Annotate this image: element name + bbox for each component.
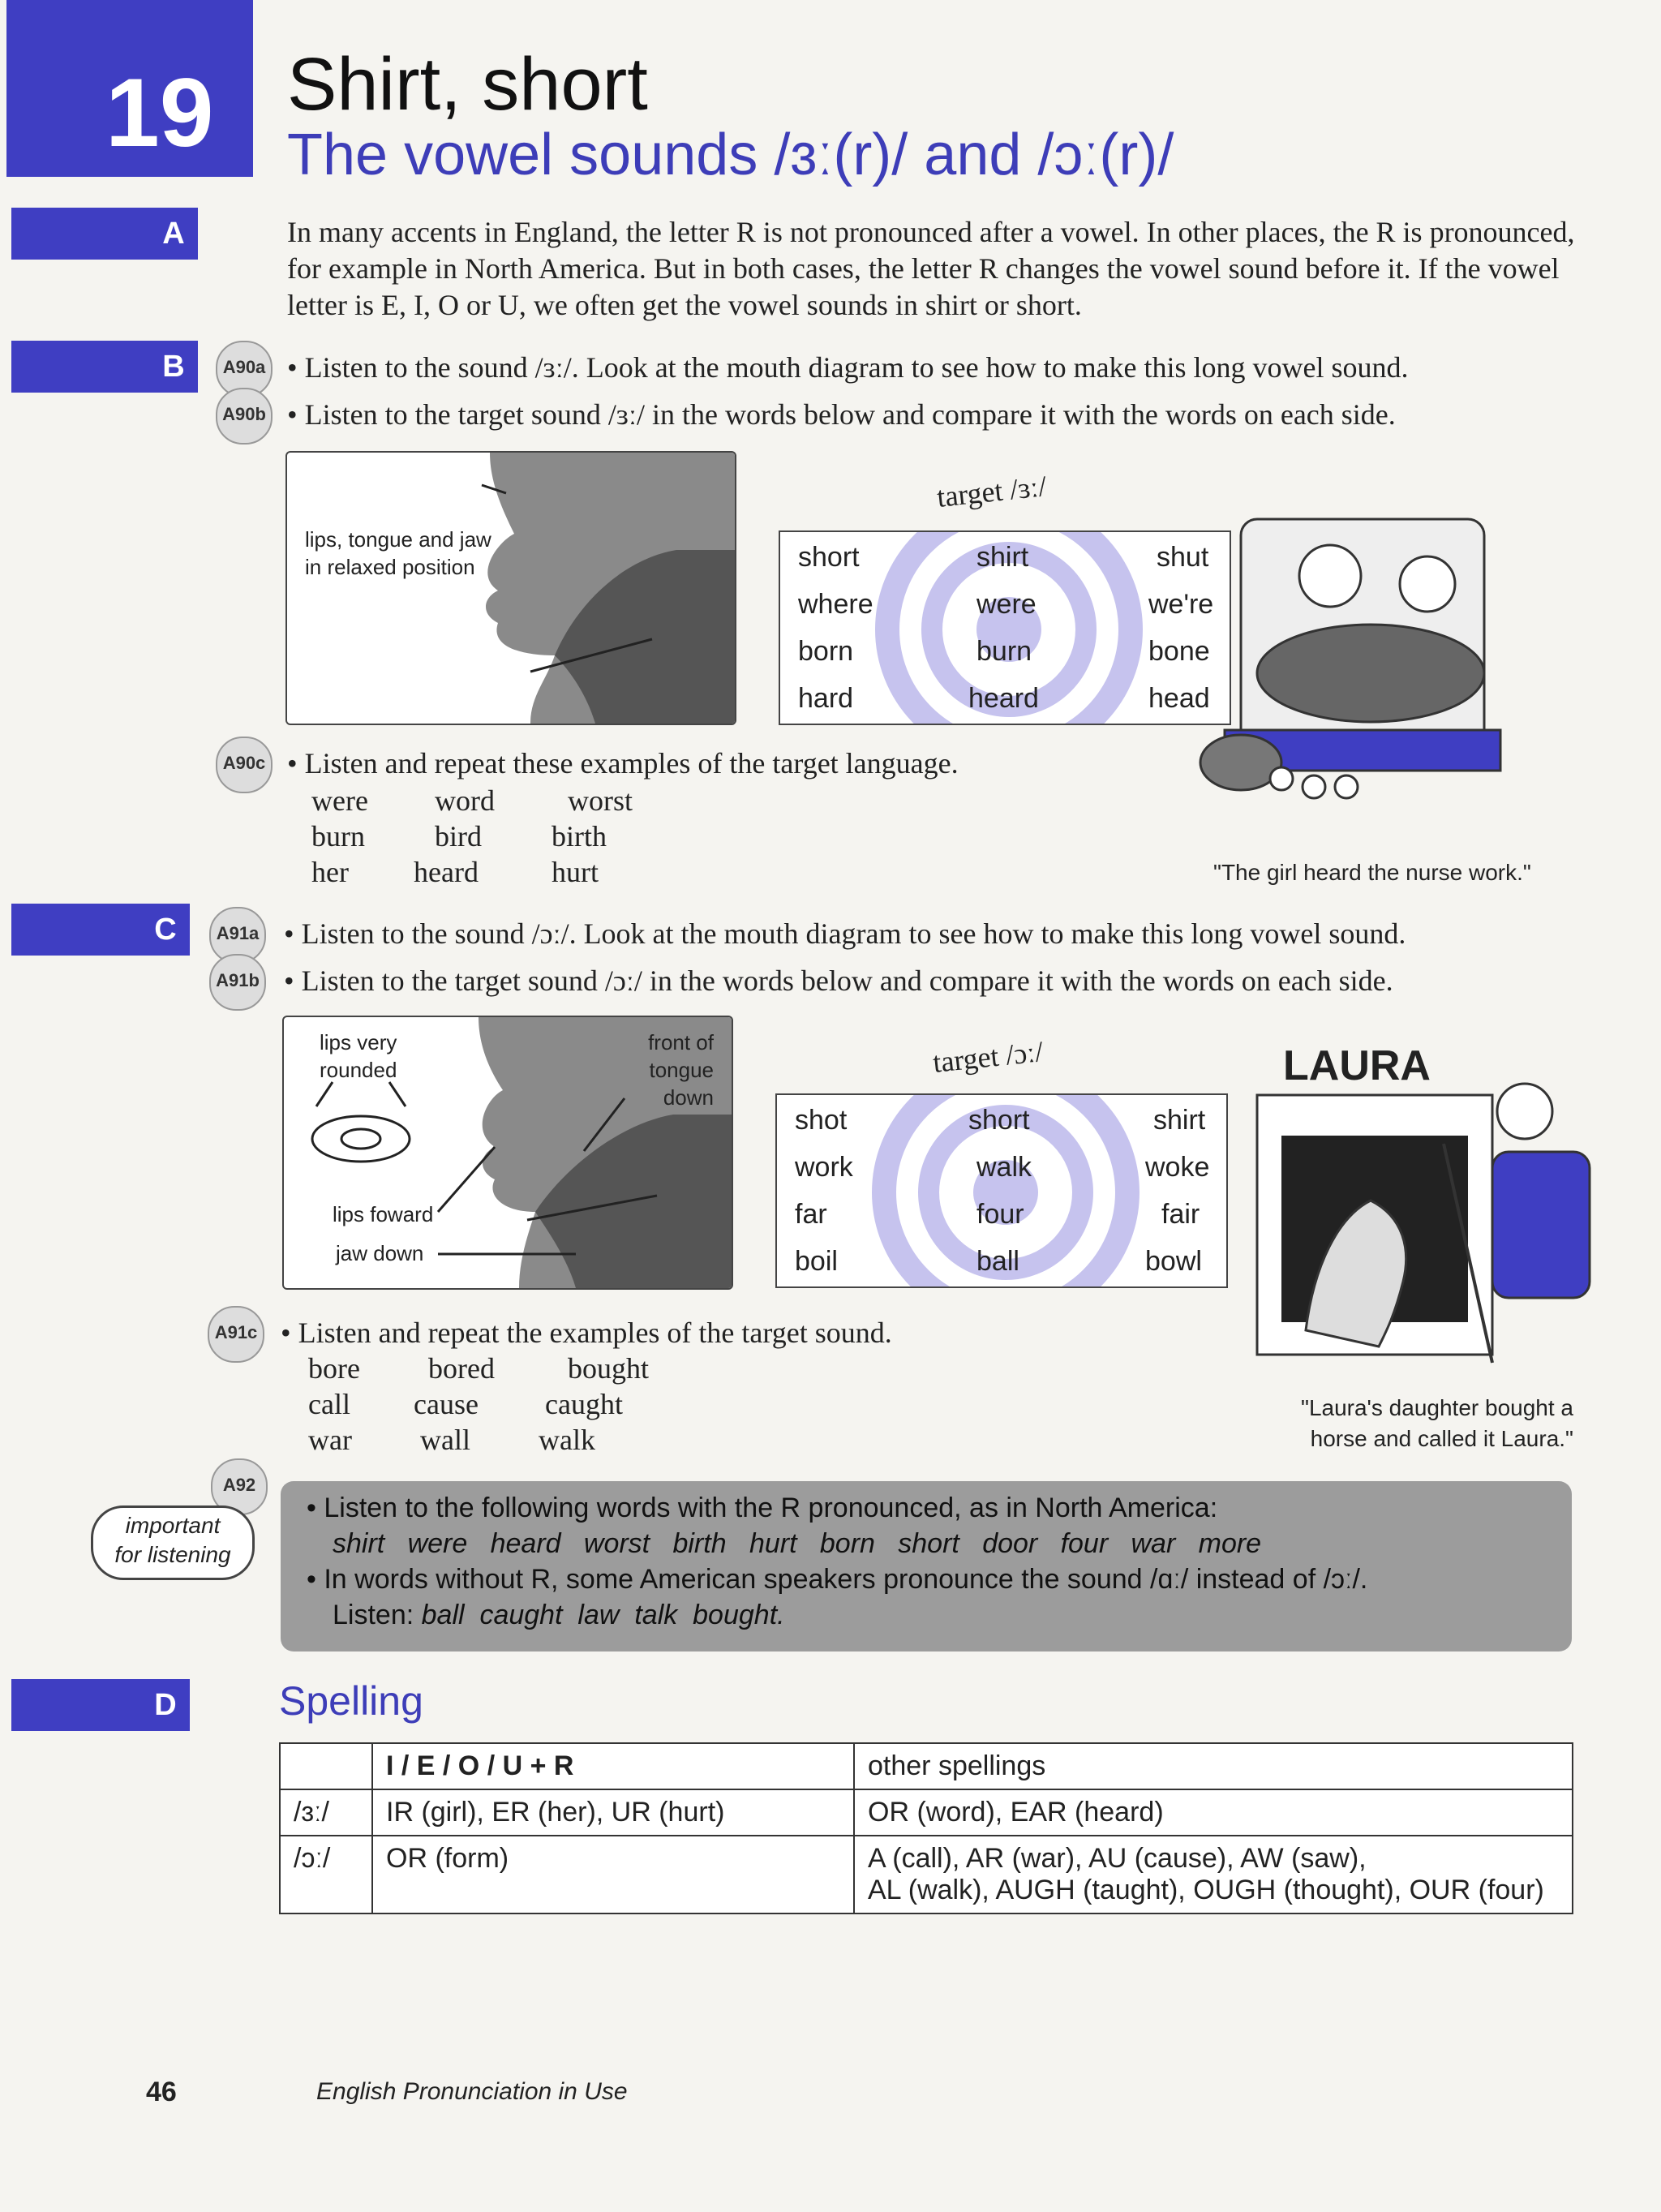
word-cell-target: burn [976, 636, 1032, 667]
mouth-profile-icon [287, 453, 735, 724]
instruction-text: Listen and repeat the examples of the target sound. [298, 1316, 892, 1349]
note-text: Listen to the following words with the R pronounced, as in North America: [324, 1493, 1218, 1523]
section-b-tab [11, 341, 198, 393]
repeat-word: bored [428, 1352, 495, 1385]
section-letter: D [154, 1688, 177, 1722]
instruction-line: • Listen to the sound /ɜː/. Look at the mouth diagram to see how to make this long vowel sound. [287, 351, 1409, 384]
table-cell-line: AL (walk), AUGH (taught), OUGH (thought), OUR (four) [868, 1875, 1544, 1905]
sign-text: LAURA [1283, 1042, 1431, 1089]
repeat-word: wall [420, 1424, 470, 1456]
diagram-label: jaw down [336, 1241, 424, 1265]
section-letter: C [154, 913, 177, 947]
word-cell: far [795, 1199, 827, 1230]
note-line: • In words without R, some American speakers pronounce the sound /ɑː/ instead of /ɔː/. [307, 1564, 1368, 1595]
note-line [333, 1600, 785, 1631]
table-cell: /ɜː/ [280, 1789, 372, 1836]
word-cell: shot [795, 1105, 848, 1136]
instruction-line: • Listen to the sound /ɔː/. Look at the mouth diagram to see how to make this long vowel sound. [284, 917, 1406, 950]
word-cell: shut [1157, 542, 1209, 573]
nurse-cartoon-illustration [1192, 487, 1582, 827]
diagram-label: lips, tongue and jaw in relaxed position [305, 527, 491, 579]
note-words: shirt were heard worst birth hurt born short door four war more [333, 1528, 1262, 1559]
word-cell: short [798, 542, 860, 573]
section-d-tab [11, 1679, 190, 1731]
table-cell [854, 1836, 1573, 1913]
word-cell: work [795, 1152, 853, 1183]
audio-track-icon[interactable]: A92 [211, 1458, 268, 1515]
word-cell-target: walk [976, 1152, 1032, 1183]
diagram-label: lips very rounded [320, 1030, 397, 1082]
table-cell-line: A (call), AR (war), AU (cause), AW (saw), [868, 1843, 1367, 1874]
repeat-word: birth [552, 820, 607, 853]
word-cell-target: ball [976, 1246, 1019, 1277]
note-text: Listen: [333, 1600, 414, 1630]
diagram-label: front of tongue down [648, 1030, 714, 1110]
word-cell-target: four [976, 1199, 1024, 1230]
repeat-word: were [311, 784, 368, 817]
diagram-label: lips foward [333, 1202, 434, 1226]
spelling-table [279, 1742, 1573, 1914]
word-cell: shirt [1153, 1105, 1206, 1136]
table-cell: OR (word), EAR (heard) [854, 1789, 1573, 1836]
note-words: ball caught law talk bought. [421, 1600, 785, 1630]
word-cell-target: were [976, 589, 1037, 620]
repeat-word: hurt [552, 856, 599, 888]
repeat-word: her [311, 856, 349, 888]
word-cell: woke [1145, 1152, 1210, 1183]
illustration-caption: "Laura's daughter bought a [1301, 1395, 1573, 1420]
word-cell: where [798, 589, 873, 620]
horse-stable-illustration [1249, 1038, 1606, 1395]
audio-track-icon[interactable]: A90a [216, 341, 273, 397]
table-header-cell [280, 1743, 372, 1789]
mouth-diagram [282, 1016, 733, 1290]
book-title: English Pronunciation in Use [316, 2078, 628, 2105]
page-title: Shirt, short [287, 43, 648, 126]
section-c-tab [11, 904, 190, 956]
table-header-cell: I / E / O / U + R [372, 1743, 854, 1789]
repeat-word: walk [539, 1424, 595, 1456]
audio-track-icon[interactable]: A90c [216, 737, 273, 793]
instruction-line: • Listen to the target sound /ɔː/ in the words below and compare it with the words on each side. [284, 964, 1393, 997]
word-cell: head [1148, 683, 1210, 714]
word-cell: fair [1161, 1199, 1200, 1230]
audio-track-icon[interactable]: A91a [209, 907, 266, 964]
instruction-line: • Listen and repeat the examples of the target sound. [281, 1316, 892, 1349]
target-label: target /ɜː/ [935, 470, 1049, 513]
word-cell-target: short [968, 1105, 1030, 1136]
illustration-caption: "The girl heard the nurse work." [1213, 860, 1531, 885]
section-letter: B [162, 350, 185, 384]
table-cell: IR (girl), ER (her), UR (hurt) [372, 1789, 854, 1836]
repeat-word: cause [414, 1388, 479, 1420]
instruction-text: Listen to the target sound /ɔː/ in the words below and compare it with the words on each side. [301, 964, 1393, 997]
repeat-word: bird [435, 820, 482, 853]
repeat-word: bore [308, 1352, 360, 1385]
page-number: 46 [146, 2077, 177, 2107]
note-line: • Listen to the following words with the R pronounced, as in North America: [307, 1493, 1218, 1523]
word-cell-target: heard [968, 683, 1039, 714]
section-a-paragraph: In many accents in England, the letter R is not pronounced after a vowel. In other places, the R is pronounced, for example in North America. But in both cases, the letter R changes the vowel sound before it. If the vowel letter is E, I, O or U, we often get the vowel sounds in shirt or short. [287, 216, 1575, 321]
word-cell: boil [795, 1246, 838, 1277]
repeat-word: caught [545, 1388, 623, 1420]
instruction-line: • Listen to the target sound /ɜː/ in the words below and compare it with the words on each side. [287, 398, 1396, 431]
audio-track-icon[interactable]: A91c [208, 1306, 264, 1363]
audio-track-icon[interactable]: A90b [216, 388, 273, 445]
note-text: In words without R, some American speakers pronounce the sound /ɑː/ instead of /ɔː/. [324, 1564, 1368, 1595]
word-cell: hard [798, 683, 854, 714]
important-sticker [91, 1505, 255, 1580]
word-table [779, 530, 1231, 725]
table-row [280, 1789, 1573, 1836]
repeat-word: call [308, 1388, 350, 1420]
word-cell: bone [1148, 636, 1210, 667]
word-cell: born [798, 636, 854, 667]
repeat-word: worst [568, 784, 633, 817]
instruction-text: Listen and repeat these examples of the target language. [304, 747, 959, 780]
table-cell: /ɔː/ [280, 1836, 372, 1913]
page-subtitle: The vowel sounds /ɜː(r)/ and /ɔː(r)/ [287, 122, 1174, 187]
unit-number: 19 [105, 58, 214, 167]
repeat-word: bought [568, 1352, 650, 1385]
table-header-cell: other spellings [854, 1743, 1573, 1789]
audio-track-icon[interactable]: A91b [209, 954, 266, 1011]
instruction-text: Listen to the sound /ɜː/. Look at the mouth diagram to see how to make this long vowel sound. [304, 351, 1409, 384]
repeat-word: heard [414, 856, 479, 888]
word-cell-target: shirt [976, 542, 1029, 573]
repeat-word: word [435, 784, 495, 817]
table-header-row [280, 1743, 1573, 1789]
table-row [280, 1836, 1573, 1913]
sticker-text: for listening [114, 1542, 231, 1567]
sticker-text: important [125, 1513, 221, 1538]
instruction-text: Listen to the target sound /ɜː/ in the words below and compare it with the words on each side. [304, 398, 1396, 431]
mouth-diagram [285, 451, 736, 725]
illustration-caption: horse and called it Laura." [1310, 1426, 1573, 1451]
target-label: target /ɔː/ [931, 1034, 1045, 1080]
instruction-line: • Listen and repeat these examples of the target language. [287, 747, 959, 780]
word-cell: we're [1148, 589, 1214, 620]
repeat-word: burn [311, 820, 365, 853]
word-table [775, 1093, 1228, 1288]
section-heading: Spelling [279, 1678, 423, 1724]
listening-note-box [281, 1481, 1572, 1651]
section-letter: A [162, 217, 185, 251]
repeat-word: war [308, 1424, 352, 1456]
section-a-tab [11, 208, 198, 260]
word-cell: bowl [1145, 1246, 1202, 1277]
instruction-text: Listen to the sound /ɔː/. Look at the mouth diagram to see how to make this long vowel sound. [301, 917, 1406, 950]
table-cell: OR (form) [372, 1836, 854, 1913]
